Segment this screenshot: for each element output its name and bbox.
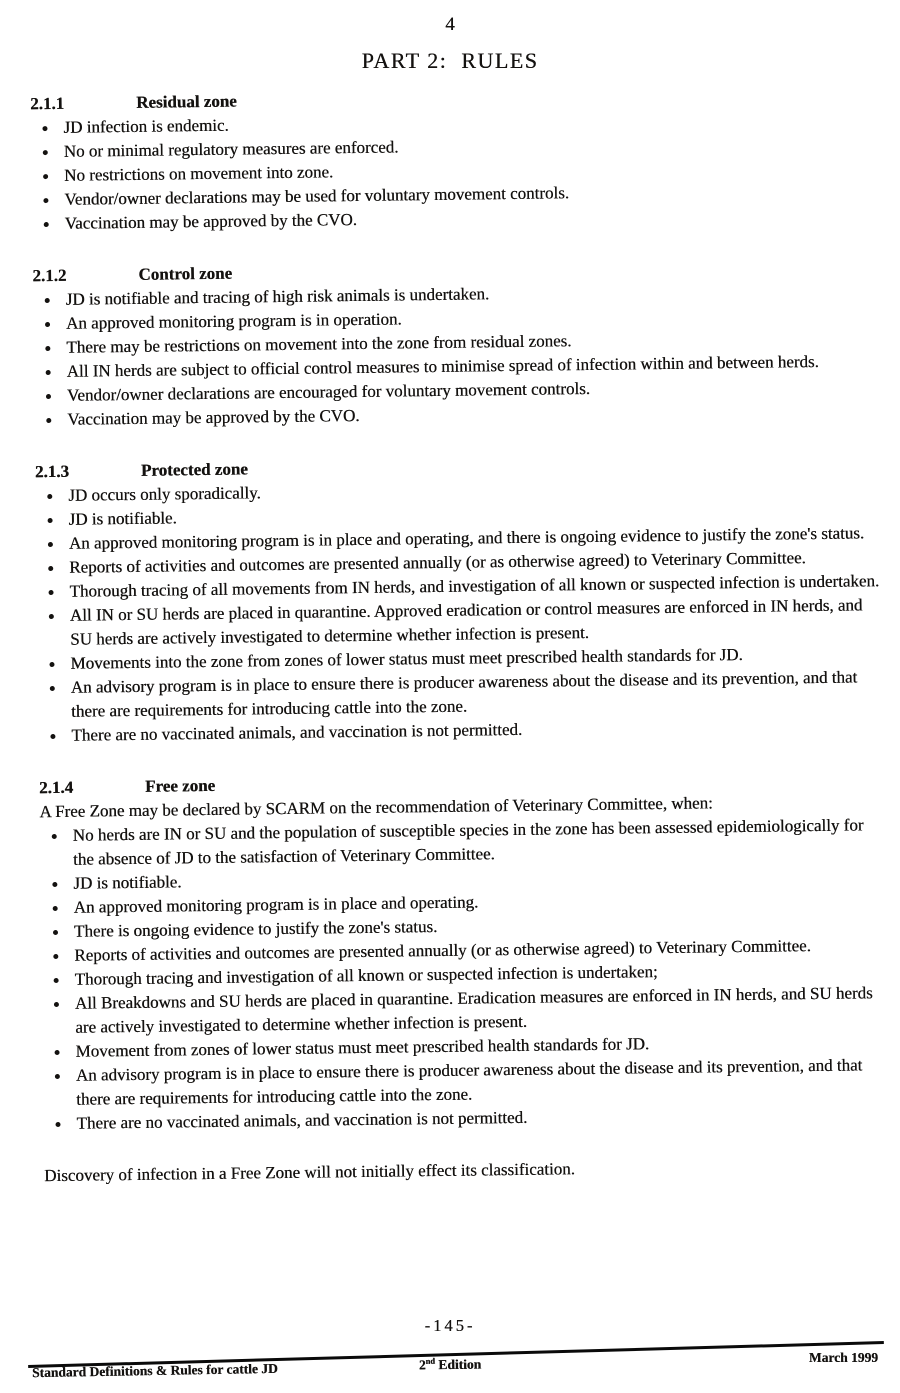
bullet-list [33,277,883,432]
edition-label: Edition [434,1356,482,1373]
list-item: An approved monitoring program is in place and operating, and there is ongoing evidence to justify the zone's status. [36,521,884,556]
list-item: JD is notifiable and tracing of high risk animals is undertaken. [33,277,881,312]
page-title: PART 2: RULES [361,48,539,73]
list-item: An approved monitoring program is in place and operating. [41,885,889,920]
top-page-number: 4 [445,14,455,35]
footer-left-text: Standard Definitions & Rules for cattle JD [31,1360,278,1381]
list-item: All IN or SU herds are placed in quarantine. Approved eradication or control measures are enforced in IN herds, and SU herds are actively investigated to determine whether infection is present. [37,593,886,652]
list-item: All IN herds are subject to official control measures to minimise spread of infection within and between herds. [34,349,882,384]
list-item: JD is notifiable. [40,861,888,896]
page-footer [0,1323,900,1393]
list-item: JD is notifiable. [35,497,883,532]
edition-ordinal-suffix: nd [425,1356,435,1366]
bottom-page-number: -145- [424,1316,476,1335]
section-number: 2.1.4 [38,777,74,798]
section-number: 2.1.2 [32,265,67,286]
list-item: JD infection is endemic. [30,105,878,140]
section-heading: Control zone [138,263,233,284]
footer-edition-text [419,1357,481,1374]
list-item: Movement from zones of lower status must meet prescribed health standards for JD. [42,1029,890,1064]
list-item: An advisory program is in place to ensure there is producer awareness about the disease and its prevention, and that there are requirements for introducing cattle into the zone. [38,665,887,724]
list-item: No herds are IN or SU and the population of susceptible species in the zone has been assessed epidemiologically for the absence of JD to the satisfaction of Veterinary Committee. [40,813,889,872]
list-item: There may be restrictions on movement into the zone from residual zones. [33,325,881,360]
list-item: There are no vaccinated animals, and vaccination is not permitted. [43,1101,891,1136]
list-item: An approved monitoring program is in operation. [33,301,881,336]
bullet-list [30,105,879,236]
edition-number: 2 [418,1357,426,1373]
list-item: No or minimal regulatory measures are enforced. [31,129,879,164]
list-item: An advisory program is in place to ensure there is producer awareness about the disease and its prevention, and that there are requirements for introducing cattle into the zone. [43,1053,892,1112]
list-item: Thorough tracing of all movements from IN herds, and investigation of all known or suspected infection is undertaken. [36,569,884,604]
list-item: JD occurs only sporadically. [35,473,883,508]
bullet-list [40,813,892,1136]
list-item: Reports of activities and outcomes are presented annually (or as otherwise agreed) to Veterinary Committee. [41,933,889,968]
section-number: 2.1.1 [30,93,65,114]
section-heading: Free zone [144,775,216,796]
list-item: Vaccination may be approved by the CVO. [32,201,880,236]
list-item: Reports of activities and outcomes are presented annually (or as otherwise agreed) to Veterinary Committee. [36,545,884,580]
list-item: Movements into the zone from zones of lower status must meet prescribed health standards for JD. [37,641,885,676]
section-intro: A Free Zone may be declared by SCARM on the recommendation of Veterinary Committee, when: [39,793,713,822]
closing-note: Discovery of infection in a Free Zone will not initially effect its classification. [44,1159,576,1186]
list-item: No restrictions on movement into zone. [31,153,879,188]
footer-date-text: March 1999 [808,1350,878,1365]
list-item: There are no vaccinated animals, and vaccination is not permitted. [38,713,886,748]
list-item: Thorough tracing and investigation of all known or suspected infection is undertaken; [41,957,889,992]
list-item: Vaccination may be approved by the CVO. [34,397,882,432]
section-heading: Residual zone [136,91,237,112]
section-free-zone [39,765,892,1136]
section-residual-zone [30,81,880,236]
list-item: There is ongoing evidence to justify the zone's status. [41,909,889,944]
list-item: Vendor/owner declarations are encouraged for voluntary movement controls. [34,373,882,408]
list-item: Vendor/owner declarations may be used for voluntary movement controls. [31,177,879,212]
list-item: All Breakdowns and SU herds are placed in quarantine. Eradication measures are enforced in IN herds, and SU herds are actively investigated to determine whether infection is present. [42,981,891,1040]
section-protected-zone [35,449,887,748]
section-heading: Protected zone [140,459,248,480]
bullet-list [35,473,886,748]
section-number: 2.1.3 [34,461,70,482]
document-body [30,81,892,1188]
section-control-zone [32,253,882,432]
